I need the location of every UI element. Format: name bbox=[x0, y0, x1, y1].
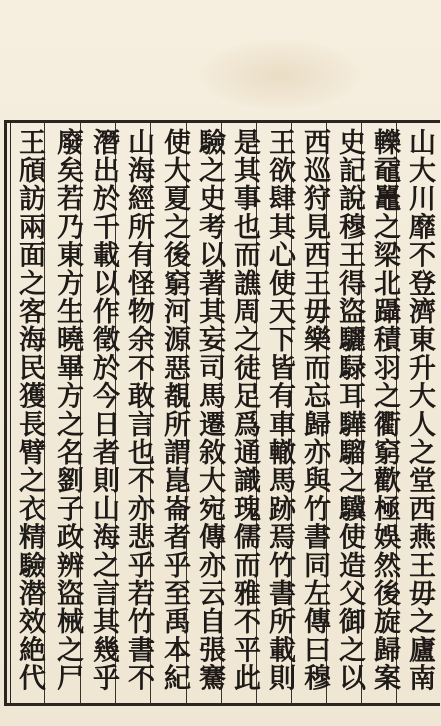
text-column-9 bbox=[121, 128, 155, 703]
column-text: 廢矣若乃東方生曉畢方之名劉子政辨盜械之尸 bbox=[52, 128, 83, 692]
column-text: 史記說穆王得盜驪騄耳驊騮之驥使造父御之以 bbox=[334, 128, 365, 692]
column-text: 驗之史考以著其妄司馬遷敘大宛傳亦云自張騫 bbox=[194, 128, 225, 692]
column-text: 潛出於千載以作徵於今日者則山海之言其幾乎 bbox=[88, 128, 119, 692]
text-column-6 bbox=[227, 128, 261, 703]
column-text: 是其事也而譙周之徒足爲通識瑰儒而雅不平此 bbox=[229, 128, 260, 692]
column-text: 西巡狩見西王毋樂而忘歸亦與竹書同左傳曰穆 bbox=[299, 128, 330, 692]
column-text: 王頎訪兩面之客海民獲長臂之衣精驗潜效絶代 bbox=[14, 128, 45, 692]
text-column-11 bbox=[50, 128, 84, 703]
column-text: 山大川靡不登濟東升大人之堂西燕王毋之廬南 bbox=[404, 128, 435, 692]
text-column-12 bbox=[12, 128, 46, 703]
text-column-3 bbox=[332, 128, 366, 703]
text-column-7 bbox=[192, 128, 226, 703]
text-column-5 bbox=[262, 128, 296, 703]
column-text: 山海經所有怪物余不敢言也不亦悲乎若竹書不 bbox=[123, 128, 154, 692]
text-column-1 bbox=[402, 128, 436, 703]
text-column-10 bbox=[86, 128, 120, 703]
text-column-8 bbox=[157, 128, 191, 703]
column-text: 王欲肆其心使天下皆有車轍馬跡焉竹書所載則 bbox=[264, 128, 295, 692]
water-stain bbox=[200, 40, 360, 110]
text-column-4 bbox=[297, 128, 331, 703]
column-text: 轢黿鼉之梁北躡積羽之衢窮歡極娛然後旋歸案 bbox=[369, 128, 400, 692]
text-column-2 bbox=[367, 128, 401, 703]
column-text: 使大夏之後窮河源惡覩所謂崑崙者乎至禹本紀 bbox=[159, 128, 190, 692]
